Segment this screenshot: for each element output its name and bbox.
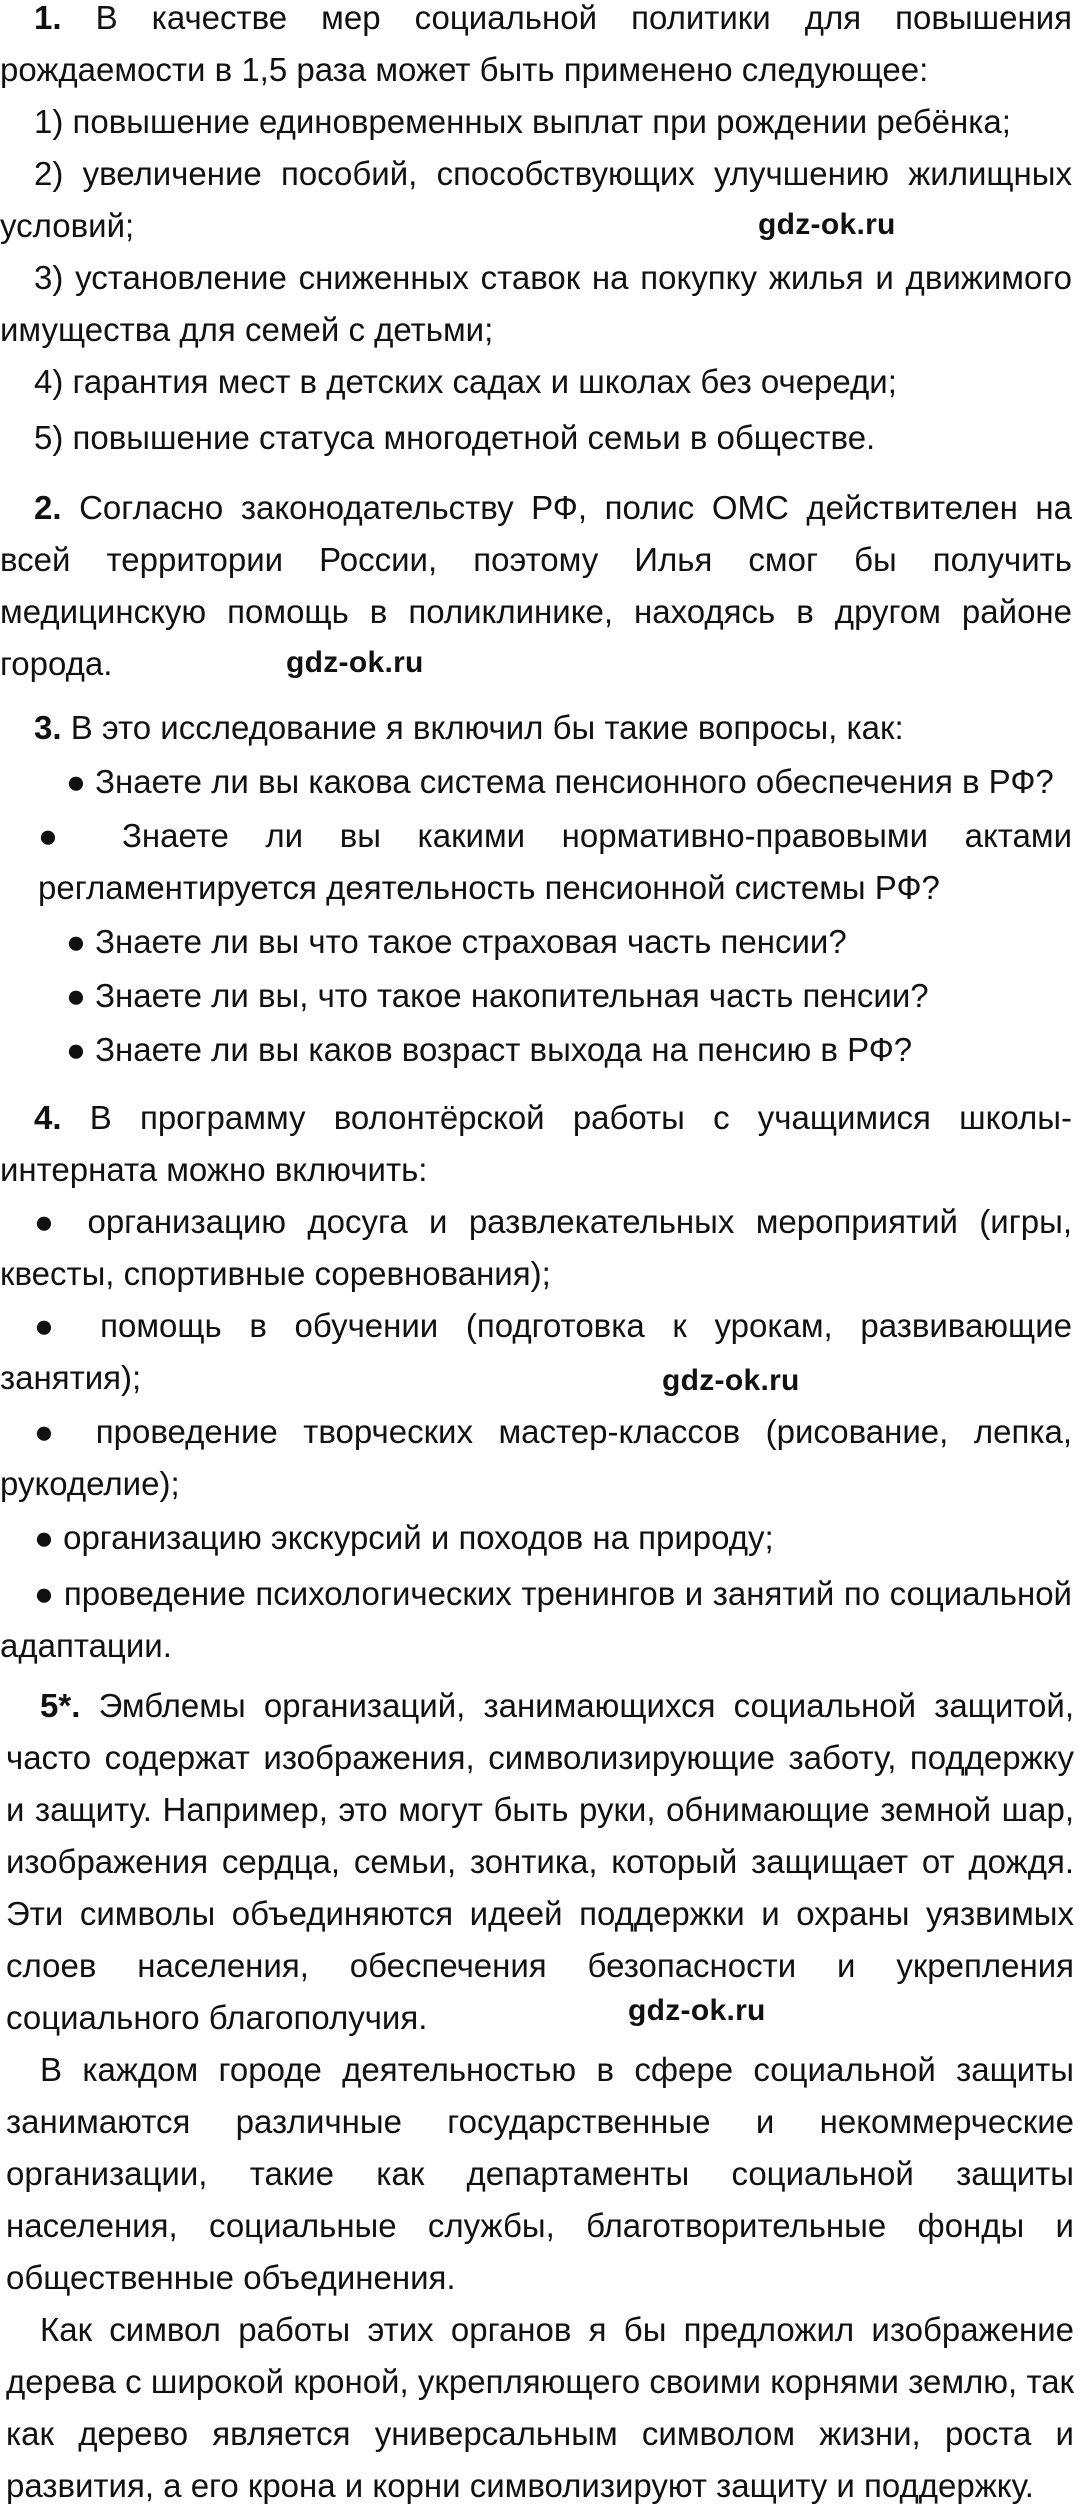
section-number: 3. — [34, 709, 62, 746]
list-item: ● помощь в обучении (подготовка к урокам, развивающие занятия); — [0, 1307, 1072, 1396]
list-item: 5) повышение статуса многодетной семьи в обществе. — [34, 419, 876, 456]
section-4-intro: 4. В программу волонтёрской работы с учащимися школы-интерната можно включить: — [0, 1099, 1072, 1188]
list-item: ● организацию досуга и развлекательных мероприятий (игры, квесты, спортивные соревнования); — [0, 1203, 1072, 1292]
watermark: gdz-ok.ru — [662, 1364, 800, 1397]
list-item: ● проведение психологических тренингов и занятий по социальной адаптации. — [0, 1575, 1072, 1664]
section-number: 5*. — [40, 1687, 81, 1724]
section-2-text: 2. Согласно законодательству РФ, полис ОМС действителен на всей территории России, поэтому Илья смог бы получить медицинскую помощь в поликлинике, находясь в другом районе города. — [0, 489, 1072, 682]
watermark: gdz-ok.ru — [758, 208, 896, 241]
list-item: 1) повышение единовременных выплат при рождении ребёнка; — [34, 103, 1011, 140]
list-item: ● организацию экскурсий и походов на природу; — [34, 1519, 774, 1556]
list-item: ● Знаете ли вы какова система пенсионного обеспечения в РФ? — [66, 763, 1054, 800]
list-item: ● Знаете ли вы, что такое накопительная часть пенсии? — [66, 977, 929, 1014]
list-item: ● Знаете ли вы каков возраст выхода на пенсию в РФ? — [66, 1031, 913, 1068]
list-item: ● Знаете ли вы какими нормативно-правовыми актами регламентируется деятельность пенсионной системы РФ? — [38, 817, 1072, 906]
watermark: gdz-ok.ru — [628, 1994, 766, 2027]
section-number: 1. — [34, 0, 62, 36]
list-item: 4) гарантия мест в детских садах и школах без очереди; — [34, 363, 897, 400]
watermark: gdz-ok.ru — [286, 646, 424, 679]
section-5-paragraph-1: 5*. Эмблемы организаций, занимающихся социальной защитой, часто содержат изображения, символизирующие заботу, поддержку и защиту. Например, это могут быть руки, обнимающие земной шар, изображения сердца, семьи, зонтика, который защищает от дождя. Эти символы объединяются идеей поддержки и охраны уязвимых слоев населения, обеспечения безопасности и укрепления социального благополучия. — [6, 1687, 1074, 2036]
section-5-paragraph-3: Как символ работы этих органов я бы предложил изображение дерева с широкой кроной, укрепляющего своими корнями землю, так как дерево является универсальным символом жизни, роста и развития, а его крона и корни символизируют защиту и поддержку. — [6, 2311, 1074, 2504]
list-item: 3) установление сниженных ставок на покупку жилья и движимого имущества для семей с детьми; — [0, 259, 1072, 348]
list-item: 2) увеличение пособий, способствующих улучшению жилищных условий; — [0, 155, 1072, 244]
list-item: ● проведение творческих мастер-классов (рисование, лепка, рукоделие); — [0, 1413, 1072, 1502]
section-1-intro: 1. В качестве мер социальной политики для повышения рождаемости в 1,5 раза может быть применено следующее: — [0, 0, 1072, 88]
list-item: ● Знаете ли вы что такое страховая часть пенсии? — [66, 923, 847, 960]
section-number: 4. — [34, 1099, 62, 1136]
section-number: 2. — [34, 489, 62, 526]
section-3-intro: 3. В это исследование я включил бы такие вопросы, как: — [34, 709, 904, 746]
section-5-paragraph-2: В каждом городе деятельностью в сфере социальной защиты занимаются различные государственные и некоммерческие организации, такие как департаменты социальной защиты населения, социальные службы, благотворительные фонды и общественные объединения. — [6, 2051, 1074, 2296]
